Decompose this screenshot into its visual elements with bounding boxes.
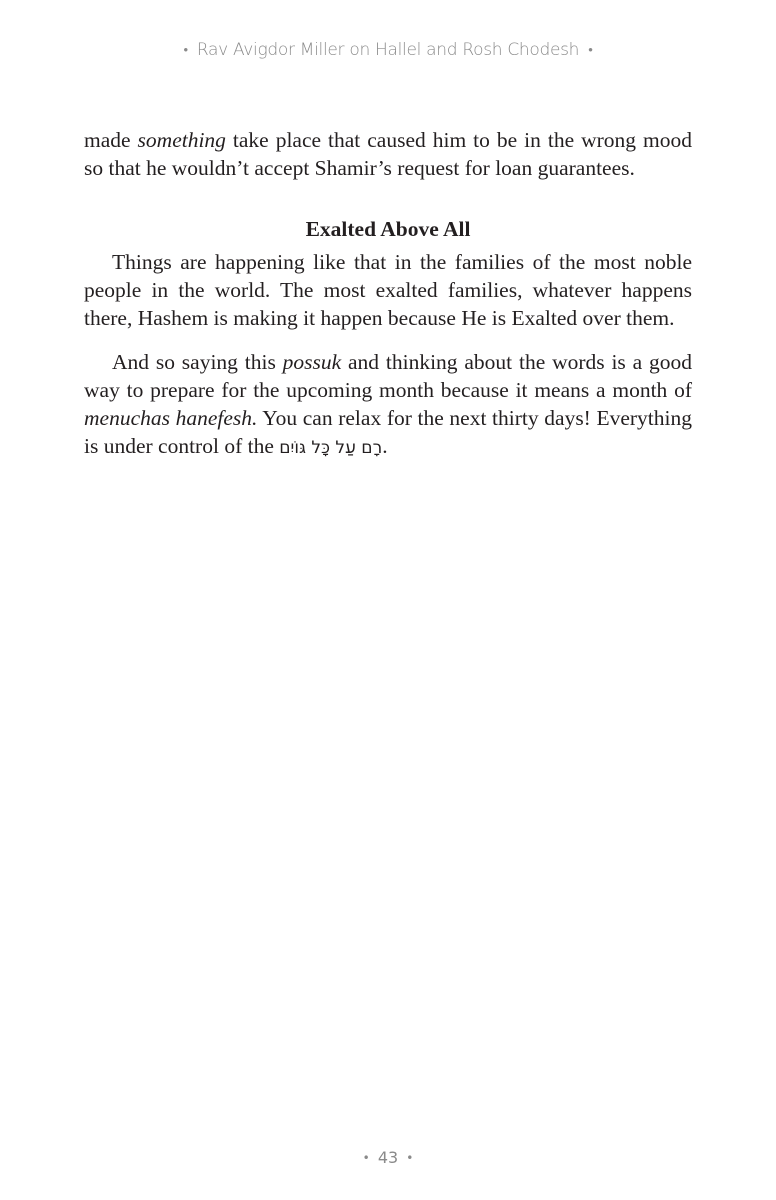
paragraph-exalted-families: Things are happening like that in the families of the most noble people in the world. The most exalted families, whatever happens there, Hashem is making it happen because He is Exalted over them.	[84, 250, 692, 330]
para1-text-2: take place that caused him to be in the wrong mood so that he wouldn’t accept Shamir’s request for loan guarantees.	[84, 128, 692, 180]
para3-text-2: and thinking about the words is a good way to prepare for the upcoming month because it means a month of	[84, 350, 692, 402]
para3-text-4: .	[382, 434, 388, 458]
page-footer	[0, 1148, 776, 1167]
header-bullet-right: •	[588, 43, 593, 58]
running-header	[0, 40, 776, 60]
paragraph-continued	[84, 126, 692, 182]
paragraph-upcoming-month	[84, 348, 692, 462]
running-title: Rav Avigdor Miller on Hallel and Rosh Chodesh	[196, 40, 580, 60]
para3-text-3: You can relax for the next thirty days! Everything is under control of the	[84, 406, 693, 458]
page-number: 43	[377, 1148, 399, 1167]
footer-bullet-left: •	[362, 1151, 370, 1165]
footer-bullet-right: •	[406, 1151, 414, 1165]
hebrew-phrase: רָם עַל כָּל גּוֹיִם	[279, 438, 383, 458]
para1-italic-something: something	[137, 128, 226, 152]
para1-text-1: made	[84, 128, 138, 152]
para3-italic-possuk: possuk	[282, 350, 342, 374]
para3-italic-menuchas: menuchas hanefesh.	[84, 406, 258, 430]
para3-text-1: And so saying this	[112, 350, 283, 374]
header-bullet-left: •	[183, 43, 188, 58]
section-heading: Exalted Above All	[305, 217, 471, 241]
